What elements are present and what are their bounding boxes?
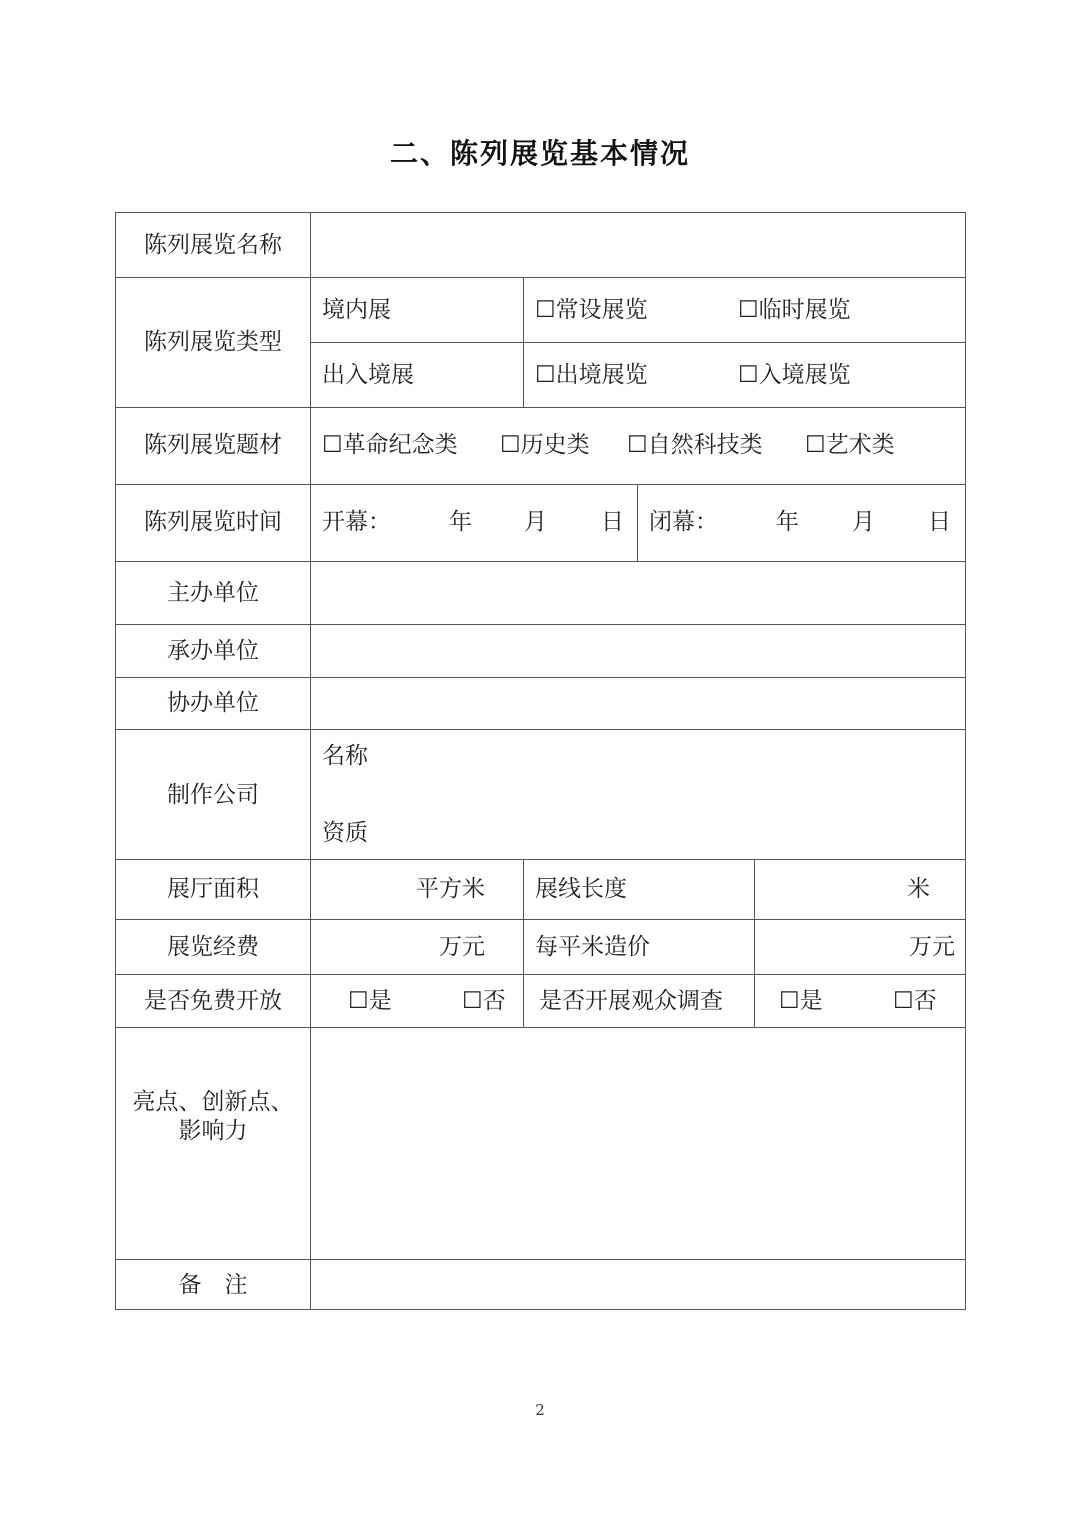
checkbox-free-no[interactable]: ☐否 bbox=[462, 988, 506, 1014]
label-opening-month: 月 bbox=[524, 509, 547, 535]
page-number: 2 bbox=[535, 1401, 545, 1419]
label-crossborder-exhibition: 出入境展 bbox=[322, 362, 414, 388]
label-audience-survey: 是否开展观众调查 bbox=[539, 988, 723, 1014]
label-budget-unit: 万元 bbox=[439, 934, 485, 960]
row-divider bbox=[115, 1259, 966, 1260]
label-organizer: 承办单位 bbox=[167, 638, 259, 664]
label-production-company: 制作公司 bbox=[167, 782, 259, 808]
page-title: 二、陈列展览基本情况 bbox=[389, 137, 690, 170]
label-highlights-line2: 影响力 bbox=[178, 1118, 248, 1144]
checkbox-permanent-exhibition[interactable]: ☐常设展览 bbox=[535, 297, 648, 323]
checkbox-outbound-exhibition[interactable]: ☐出境展览 bbox=[535, 362, 648, 388]
checkbox-history[interactable]: ☐历史类 bbox=[500, 432, 590, 458]
label-meters: 米 bbox=[907, 876, 930, 902]
checkbox-free-yes[interactable]: ☐是 bbox=[348, 988, 392, 1014]
checkbox-art[interactable]: ☐艺术类 bbox=[805, 432, 895, 458]
label-closing: 闭幕： bbox=[649, 509, 718, 535]
row-divider bbox=[310, 342, 966, 343]
label-opening-day: 日 bbox=[601, 509, 624, 535]
label-closing-month: 月 bbox=[852, 509, 875, 535]
label-square-meters: 平方米 bbox=[416, 876, 485, 902]
label-company-qualification: 资质 bbox=[322, 820, 368, 846]
row-divider bbox=[115, 407, 966, 408]
column-divider bbox=[523, 859, 524, 1027]
label-hall-area: 展厅面积 bbox=[167, 876, 259, 902]
label-exhibition-theme: 陈列展览题材 bbox=[144, 432, 282, 458]
label-opening: 开幕： bbox=[322, 509, 391, 535]
label-free-admission: 是否免费开放 bbox=[144, 988, 282, 1014]
label-highlights: 亮点、创新点、 bbox=[132, 1089, 294, 1115]
label-closing-year: 年 bbox=[776, 509, 799, 535]
label-co-organizer: 协办单位 bbox=[167, 690, 259, 716]
checkbox-survey-no[interactable]: ☐否 bbox=[893, 988, 937, 1014]
label-exhibit-line-length: 展线长度 bbox=[535, 876, 627, 902]
label-remarks: 备 注 bbox=[178, 1272, 248, 1298]
label-exhibition-time: 陈列展览时间 bbox=[144, 509, 282, 535]
row-divider bbox=[115, 677, 966, 678]
label-opening-year: 年 bbox=[449, 509, 472, 535]
checkbox-inbound-exhibition[interactable]: ☐入境展览 bbox=[738, 362, 851, 388]
label-company-name: 名称 bbox=[322, 743, 368, 769]
row-divider bbox=[115, 484, 966, 485]
label-exhibition-name: 陈列展览名称 bbox=[144, 232, 282, 258]
row-divider bbox=[115, 561, 966, 562]
row-divider bbox=[115, 974, 966, 975]
row-divider bbox=[115, 624, 966, 625]
label-closing-day: 日 bbox=[928, 509, 951, 535]
row-divider bbox=[115, 277, 966, 278]
row-divider bbox=[115, 919, 966, 920]
label-budget: 展览经费 bbox=[167, 934, 259, 960]
checkbox-nature-science[interactable]: ☐自然科技类 bbox=[627, 432, 763, 458]
label-host: 主办单位 bbox=[167, 580, 259, 606]
checkbox-temporary-exhibition[interactable]: ☐临时展览 bbox=[738, 297, 851, 323]
label-domestic-exhibition: 境内展 bbox=[322, 297, 391, 323]
column-divider bbox=[310, 212, 311, 1310]
row-divider bbox=[115, 859, 966, 860]
column-divider bbox=[523, 277, 524, 407]
row-divider bbox=[115, 1027, 966, 1028]
row-divider bbox=[115, 729, 966, 730]
checkbox-survey-yes[interactable]: ☐是 bbox=[779, 988, 823, 1014]
checkbox-revolution-memorial[interactable]: ☐革命纪念类 bbox=[322, 432, 458, 458]
column-divider bbox=[637, 484, 638, 561]
label-exhibition-type: 陈列展览类型 bbox=[144, 329, 282, 355]
label-cost-per-sqm-unit: 万元 bbox=[909, 934, 955, 960]
label-cost-per-sqm: 每平米造价 bbox=[535, 934, 650, 960]
